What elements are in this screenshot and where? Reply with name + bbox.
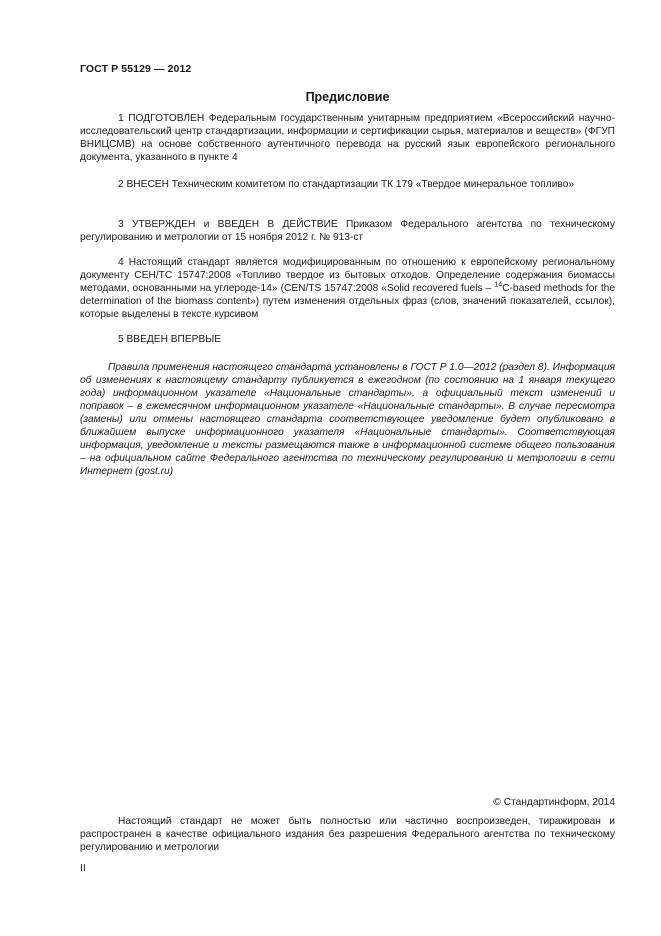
standard-notice: Правила применения настоящего стандарта установлены в ГОСТ Р 1.0—2012 (раздел 8). Информация об изменениях к настоящему стандарту публикуется в ежегодном (по состоянию на 1 января текущего года) информационном указателе «Национальные стандарты», а официальный текст изменений и поправок – в ежемесячном информационном указателе «Национальные стандарты». В случае пересмотра (замены) или отмены настоящего стандарта соответствующее уведомление будет опубликовано в ближайшем выпуске информационного указателя «Национальные стандарты». Соответствующая информация, уведомление и тексты размещаются также в информационной системе общего пользования – на официальном сайте Федерального агентства по техническому регулированию и метрологии в сети Интернет (gost.ru) [80, 362, 615, 477]
paragraph-2: 2 ВНЕСЕН Техническим комитетом по стандартизации ТК 179 «Твердое минеральное топливо» [118, 179, 575, 190]
copyright-line: © Стандартинформ, 2014 [493, 797, 615, 808]
page-number: II [80, 863, 86, 874]
paragraph-4-text-after: C-based methods for the determination of the biomass content») путем изменения отдельных фраз (слов, значений показателей, ссылок), которые выделены в тексте курсивом [80, 283, 615, 320]
document-code: ГОСТ Р 55129 — 2012 [80, 63, 192, 75]
paragraph-4-text-before: 4 Настоящий стандарт является модифицированным по отношению к европейскому региональному документу СЕН/ТС 15747:2008 «Топливо твердое из бытовых отходов. Определение содержания биомассы методами, основанными на углероде-14» (CEN/TS 15747:2008 «Solid recovered fuels – [80, 257, 615, 294]
paragraph-4-superscript: 14 [494, 281, 503, 289]
page-title: Предисловие [305, 90, 390, 104]
paragraph-4 [80, 256, 615, 321]
paragraph-3: 3 УТВЕРЖДЕН и ВВЕДЕН В ДЕЙСТВИЕ Приказом Федерального агентства по техническому регулированию и метрологии от 15 ноября 2012 г. № 913-ст [80, 219, 615, 243]
paragraph-1: 1 ПОДГОТОВЛЕН Федеральным государственным унитарным предприятием «Всероссийский научно-исследовательский центр стандартизации, информации и сертификации сырья, материалов и веществ» (ФГУП ВНИЦСМВ) на основе собственного аутентичного перевода на русский язык европейского регионального документа, указанного в пункте 4 [80, 113, 615, 163]
paragraph-5: 5 ВВЕДЕН ВПЕРВЫЕ [118, 334, 222, 345]
rights-notice: Настоящий стандарт не может быть полностью или частично воспроизведен, тиражирован и распространен в качестве официального издания без разрешения Федерального агентства по техническому регулированию и метрологии [80, 816, 615, 853]
